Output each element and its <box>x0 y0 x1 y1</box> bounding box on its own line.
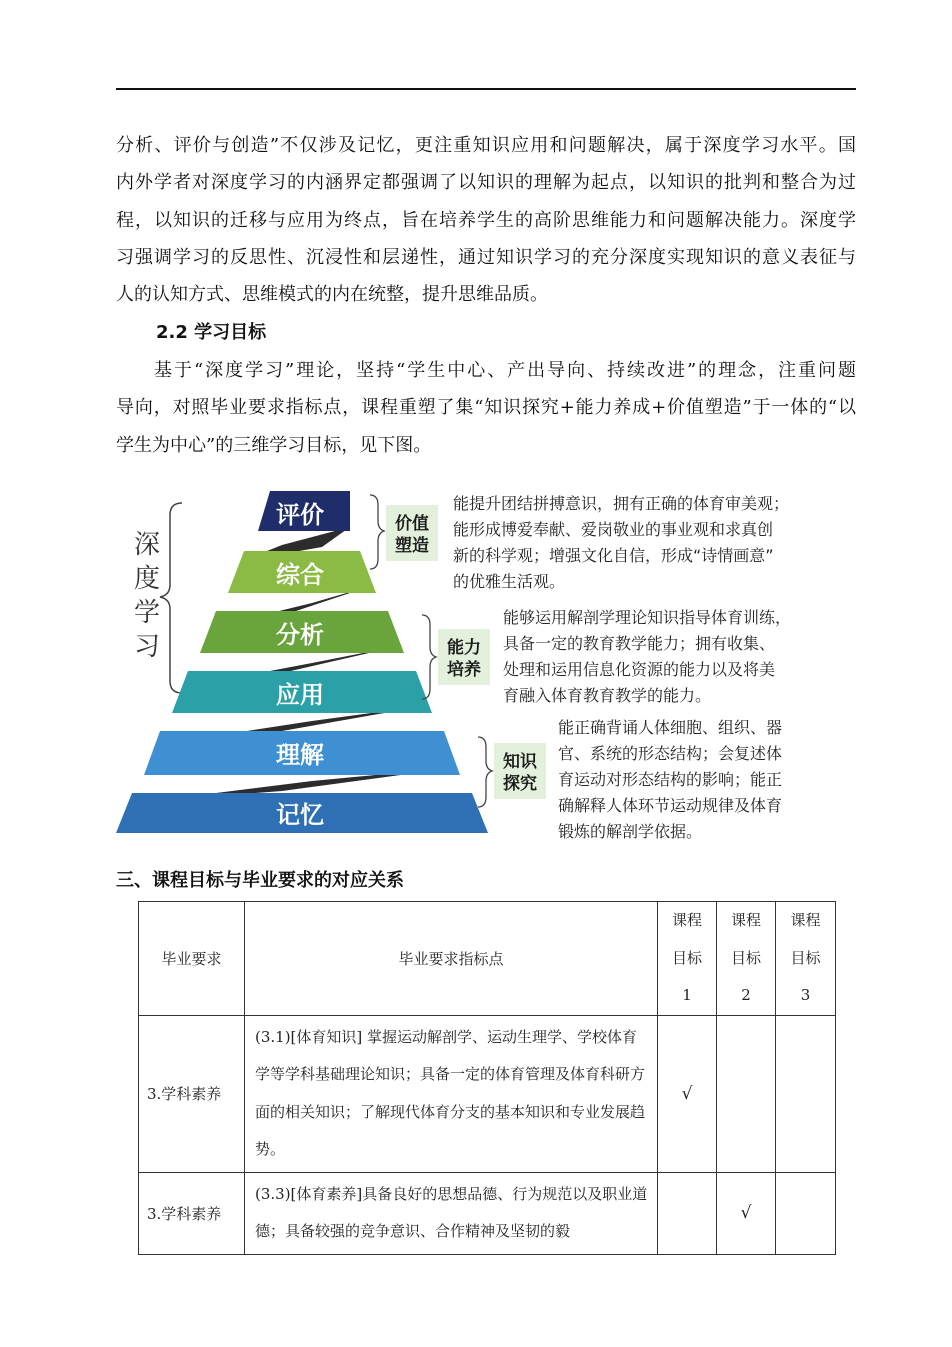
header-indicator: 毕业要求指标点 <box>245 902 658 1016</box>
tag-label: 知识 <box>503 752 537 772</box>
text-line: 基于“深度学习”理论，坚持“学生中心、产出导向、持续改进”的理念，注重问题 <box>154 360 856 381</box>
goal-text-line: 具备一定的教育教学能力；拥有收集、 <box>503 634 776 653</box>
goal-text-line: 官、系统的形态结构；会复述体 <box>558 744 783 763</box>
pyramid-level-label: 分析 <box>276 621 324 649</box>
tag-label: 能力 <box>447 638 481 658</box>
brace-icon <box>422 615 436 699</box>
text-line: 分析、评价与创造”不仅涉及记忆，更注重知识应用和问题解决，属于深度学习水平。国 <box>116 135 856 156</box>
goal-text-line: 能够运用解剖学理论知识指导体育训练， <box>503 608 792 627</box>
indicator-cell: (3.1)[体育知识] 掌握运动解剖学、运动生理学、学校体育学等学科基础理论知识；具备一定的体育管理及体育科研方面的相关知识；了解现代体育分支的基本知识和专业发展趋势。 <box>245 1015 658 1172</box>
section-heading-learning-goals: 2.2 学习目标 <box>156 322 267 343</box>
text-line: 导向，对照毕业要求指标点，课程重塑了集“知识探究+能力养成+价值塑造”于一体的“以 <box>116 397 856 419</box>
goal-mark-cell <box>717 1015 776 1172</box>
table-row <box>139 1172 836 1254</box>
header-goal-text: 课程 <box>671 911 702 929</box>
brace-icon <box>160 503 182 693</box>
header-requirement: 毕业要求 <box>139 902 245 1016</box>
requirements-mapping-table <box>138 901 836 1255</box>
header-goal-text: 课程 <box>730 911 761 929</box>
goal-text-line: 处理和运用信息化资源的能力以及将美 <box>503 660 776 679</box>
paragraph-goals-intro <box>116 352 856 464</box>
text-line: 习强调学习的反思性、沉浸性和层递性，通过知识学习的充分深度实现知识的意义表征与 <box>116 246 856 268</box>
tag-label: 价值 <box>395 514 429 534</box>
goal-mark-cell <box>776 1015 836 1172</box>
pyramid-level-label: 评价 <box>276 501 324 529</box>
header-goal-text: 目标 <box>671 948 702 967</box>
header-goal-text: 1 <box>682 986 692 1004</box>
header-goal-text: 目标 <box>790 948 821 967</box>
pyramid-level-label: 理解 <box>276 741 324 769</box>
header-goal-2 <box>717 902 776 1016</box>
brace-icon <box>478 737 492 807</box>
pyramid-level-label: 应用 <box>276 681 324 709</box>
header-goal-text: 目标 <box>730 948 761 967</box>
text-line: 学生为中心”的三维学习目标，见下图。 <box>116 434 432 456</box>
goal-mark-cell <box>658 1172 717 1254</box>
goal-text-line: 的优雅生活观。 <box>453 572 566 591</box>
goal-text-line: 锻炼的解剖学依据。 <box>558 822 703 841</box>
tag-label: 探究 <box>503 774 537 794</box>
deep-learning-pyramid-figure <box>112 485 842 845</box>
goal-text-line: 能提升团结拼搏意识，拥有正确的体育审美观； <box>453 494 790 513</box>
text-line: 内外学者对深度学习的内涵界定都强调了以知识的理解为起点，以知识的批判和整合为过 <box>116 172 856 194</box>
table-header-row <box>139 902 836 1016</box>
goal-mark-cell: √ <box>658 1015 717 1172</box>
pyramid-level-label: 综合 <box>276 561 324 589</box>
goal-text-line: 能形成博爱奉献、爱岗敬业的事业观和求真创 <box>453 520 774 539</box>
table-row <box>139 1015 836 1172</box>
header-goal-text: 3 <box>800 986 811 1004</box>
requirement-cell: 3.学科素养 <box>139 1172 245 1254</box>
pyramid-svg <box>112 485 842 845</box>
header-goal-3 <box>776 902 836 1016</box>
header-goal-1 <box>658 902 717 1016</box>
section-heading-mapping: 三、课程目标与毕业要求的对应关系 <box>116 870 404 891</box>
goal-mark-cell <box>776 1172 836 1254</box>
goal-text-line: 确解释人体环节运动规律及体育 <box>558 796 783 815</box>
text-line: 人的认知方式、思维模式的内在统整，提升思维品质。 <box>116 284 548 306</box>
header-goal-text: 2 <box>741 986 751 1004</box>
side-label-char: 深 <box>134 530 161 560</box>
goal-text-line: 育融入体育教育教学的能力。 <box>503 686 712 705</box>
goal-text-line: 育运动对形态结构的影响；能正 <box>558 770 783 789</box>
side-label-char: 度 <box>134 564 161 594</box>
header-goal-text: 课程 <box>790 911 821 929</box>
tag-label: 塑造 <box>395 536 429 556</box>
goal-text-line: 能正确背诵人体细胞、组织、器 <box>558 718 783 737</box>
indicator-cell: (3.3)[体育素养]具备良好的思想品德、行为规范以及职业道德；具备较强的竞争意识、合作精神及坚韧的毅 <box>245 1172 658 1254</box>
paragraph-deep-learning <box>116 127 856 313</box>
requirement-cell: 3.学科素养 <box>139 1015 245 1172</box>
side-label-char: 学 <box>134 598 161 628</box>
side-label-char: 习 <box>134 632 161 662</box>
pyramid-level-label: 记忆 <box>276 801 324 829</box>
brace-icon <box>370 495 384 569</box>
text-line: 程，以知识的迁移与应用为终点，旨在培养学生的高阶思维能力和问题解决能力。深度学 <box>116 209 856 231</box>
goal-mark-cell: √ <box>717 1172 776 1254</box>
goal-text-line: 新的科学观；增强文化自信，形成“诗情画意” <box>453 546 774 565</box>
tag-label: 培养 <box>447 660 481 680</box>
header-rule <box>116 88 856 90</box>
